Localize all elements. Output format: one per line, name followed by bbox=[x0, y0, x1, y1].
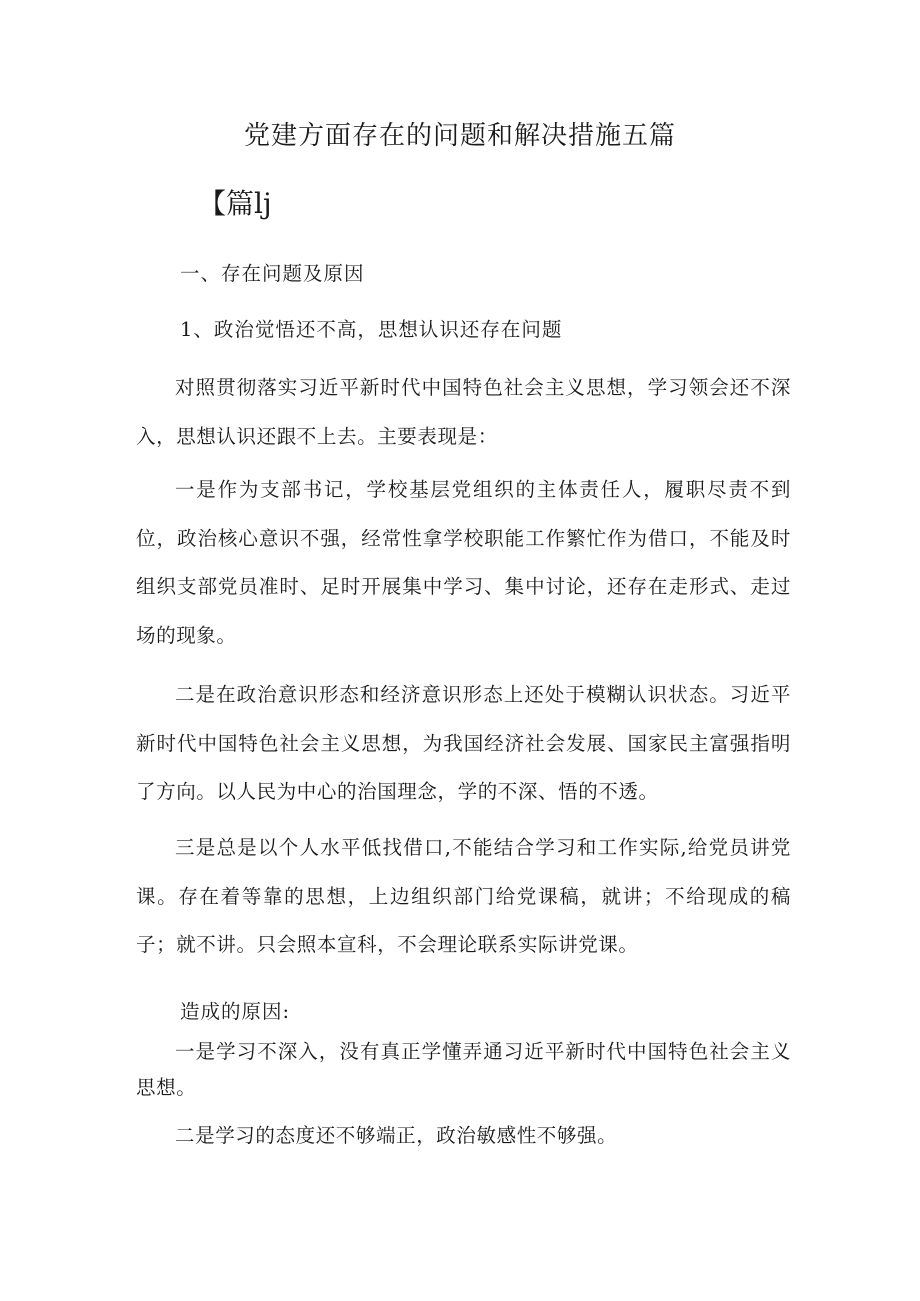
paragraph-cause-one: 一是学习不深入，没有真正学懂弄通习近平新时代中国特色社会主义思想。 bbox=[136, 1040, 791, 1099]
heading-causes: 造成的原因: bbox=[180, 1000, 291, 1023]
heading-problems-and-causes: 一、存在问题及原因 bbox=[180, 262, 365, 285]
paragraph-intro: 对照贯彻落实习近平新时代中国特色社会主义思想，学习领会还不深入，思想认识还跟不上去。主要表现是： bbox=[136, 376, 791, 448]
paragraph-point-three: 三是总是以个人水平低找借口,不能结合学习和工作实际,给党员讲党课。存在着等靠的思想，上边组织部门给党课稿，就讲；不给现成的稿子；就不讲。只会照本宣科，不会理论联系实际讲党课。 bbox=[136, 836, 791, 956]
section-tag: 【篇lj bbox=[198, 187, 272, 220]
document-title: 党建方面存在的问题和解决措施五篇 bbox=[243, 121, 676, 151]
paragraph-cause-two: 二是学习的态度还不够端正，政治敏感性不够强。 bbox=[175, 1124, 618, 1147]
heading-political-awareness: 1、政治觉悟还不高，思想认识还存在问题 bbox=[180, 318, 563, 341]
paragraph-point-two: 二是在政治意识形态和经济意识形态上还处于模糊认识状态。习近平新时代中国特色社会主义思想，为我国经济社会发展、国家民主富强指明了方向。以人民为中心的治国理念，学的不深、悟的不透。 bbox=[136, 683, 791, 803]
paragraph-point-one: 一是作为支部书记，学校基层党组织的主体责任人，履职尽责不到位，政治核心意识不强，经常性拿学校职能工作繁忙作为借口，不能及时组织支部党员准时、足时开展集中学习、集中讨论，还存在走形式、走过场的现象。 bbox=[136, 478, 791, 647]
